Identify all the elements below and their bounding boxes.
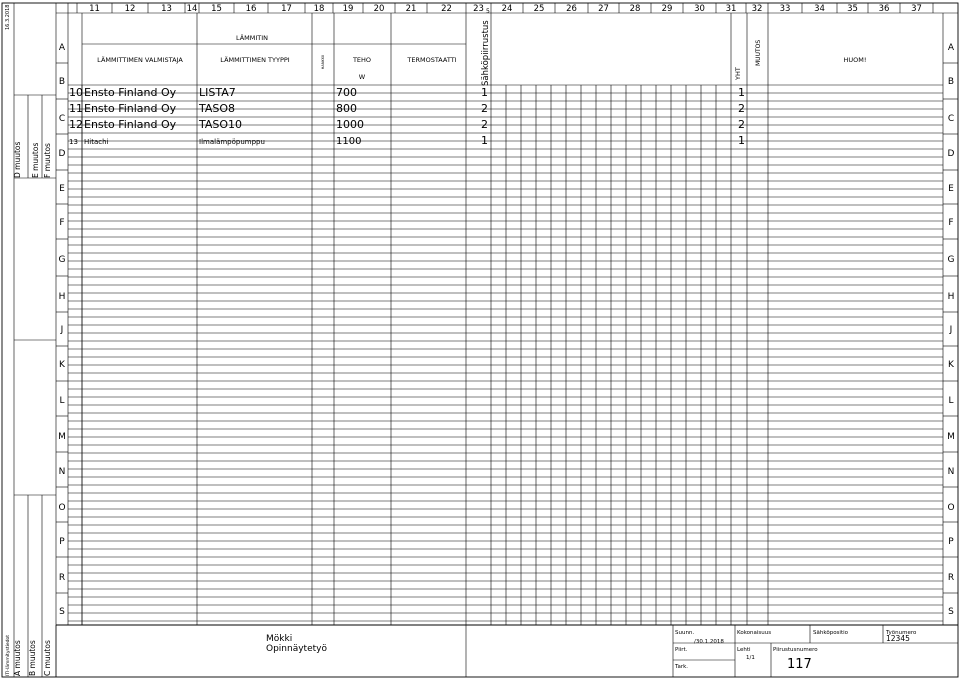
change-f-label: F muutos [43,143,52,178]
column-number: 34 [814,4,825,14]
heater-type: LISTA7 [199,86,236,99]
row-letter-right: E [948,184,954,194]
header-drawing: Sähköpiirrustus [481,20,491,86]
column-number: 35 [847,4,858,14]
row-letter-left: H [58,292,66,302]
heater-type: TASO10 [199,118,243,131]
heater-type: Ilmalämpöpumppu [199,138,265,146]
heater-power: 1000 [336,118,364,131]
heater-manufacturer: Ensto Finland Oy [84,102,177,115]
column-number: 16 [245,4,257,14]
row-letter-left: R [58,573,66,583]
row-letter-right: R [947,573,955,583]
row-letter-left: J [60,325,64,335]
change-d-label: D muutos [13,141,22,178]
row-letter-left: C [58,114,66,124]
row-letter-right: D [947,149,955,159]
column-number: 37 [911,4,922,14]
piirustusnumero-value: 117 [787,657,812,672]
column-number: 30 [694,4,705,14]
heater-manufacturer: Ensto Finland Oy [84,86,177,99]
column-number: 36 [878,4,890,14]
header-teho: TEHO [352,56,372,64]
row-letter-right: M [947,432,955,442]
drawing-quantity: 2 [481,102,488,115]
row-letter-right: A [947,43,955,53]
column-number: 21 [405,4,417,14]
column-number: 17 [281,4,292,14]
column-number: 28 [629,4,641,14]
change-a-label: A muutos [13,640,22,676]
heater-manufacturer: Ensto Finland Oy [84,118,177,131]
total-quantity: 2 [738,102,745,115]
header-manufacturer: LÄMMITTIMEN VALMISTAJA [97,56,183,64]
row-letter-right: C [947,114,955,124]
project-subtitle: Opinnäytetyö [266,644,327,654]
column-number: 22 [441,4,452,14]
column-number: 24 [501,4,513,14]
total-quantity: 1 [738,134,745,147]
row-letter-right: H [947,292,955,302]
column-number: 26 [566,4,577,14]
header-lammitin: LÄMMITIN [235,34,269,42]
row-letter-left: M [58,432,66,442]
column-number: 15 [211,4,222,14]
drawing-quantity: 1 [481,134,488,147]
row-letter-right: S [948,607,954,617]
change-c-label: C muutos [43,640,52,676]
sheet-filename: ITI-lämmitystiedot [6,635,11,676]
total-quantity: 1 [738,86,745,99]
column-number: 14 [186,4,198,14]
row-letter-right: B [947,77,955,87]
suunn-label: Suunn. [675,630,695,636]
row-letter-left: N [58,467,66,477]
column-number: 19 [342,4,354,14]
heater-type: TASO8 [199,102,236,115]
column-number: 13 [161,4,172,14]
header-drawing-suffix: 5 [486,8,490,15]
header-hankkii: HANKKII [321,54,325,70]
row-letter-left: K [59,360,65,370]
row-letter-left: F [59,218,65,228]
column-number: 25 [533,4,545,14]
column-number: 29 [661,4,673,14]
drawing-quantity: 1 [481,86,488,99]
project-name: Mökki [266,634,293,644]
heater-power: 700 [336,86,357,99]
row-letter-right: O [947,503,955,513]
header-huom: HUOM! [843,56,867,64]
heater-manufacturer: Hitachi [84,138,109,146]
row-number: 10 [69,86,83,99]
column-number: 32 [751,4,763,14]
column-number: 12 [124,4,136,14]
row-letter-right: P [948,537,954,547]
change-b-label: B muutos [28,640,37,676]
sahkopositio-label: Sähköpositio [813,630,849,636]
column-number: 11 [89,4,100,14]
column-number: 20 [373,4,385,14]
header-teho-unit: W [358,73,366,81]
row-number: 13 [69,138,78,146]
column-number: 31 [725,4,737,14]
row-letter-right: F [948,218,954,228]
header-yht: YHT [734,67,742,80]
header-type: LÄMMITTIMEN TYYPPI [220,56,290,64]
row-letter-left: O [58,503,66,513]
column-number: 18 [313,4,325,14]
column-number: 27 [598,4,609,14]
lehti-label: Lehti [737,647,751,653]
row-number: 11 [69,102,83,115]
row-letter-right: G [947,255,955,265]
column-number: 23 [473,4,484,14]
row-letter-left: A [58,43,66,53]
row-letter-right: N [947,467,955,477]
sheet-date: 16.3.2018 [5,4,11,30]
row-letter-left: P [59,537,65,547]
heater-power: 1100 [336,136,362,147]
tark-label: Tark. [675,664,689,670]
tyonumero-value: 12345 [886,634,910,643]
column-number: 33 [779,4,791,14]
row-letter-left: E [59,184,65,194]
change-e-label: E muutos [31,142,40,178]
row-letter-left: B [58,77,66,87]
tyonumero-label: Työnumero [886,630,917,636]
row-letter-left: D [58,149,66,159]
kokonaisuus-label: Kokonaisuus [737,630,772,636]
piirt-label: Piirt. [675,647,688,653]
lehti-value: 1/1 [746,655,755,661]
header-muutos: MUUTOS [755,39,762,66]
suunn-value: /30.1.2018 [694,639,724,645]
row-letter-right: J [949,325,953,335]
row-letter-left: G [58,255,66,265]
row-number: 12 [69,118,83,131]
heater-power: 800 [336,102,357,115]
header-thermostat: TERMOSTAATTI [407,56,457,64]
piirustusnumero-label: Piirustusnumero [773,647,818,653]
drawing-quantity: 2 [481,118,488,131]
row-letter-right: L [948,396,954,406]
row-letter-right: K [948,360,954,370]
row-letter-left: S [59,607,65,617]
row-letter-left: L [59,396,65,406]
total-quantity: 2 [738,118,745,131]
